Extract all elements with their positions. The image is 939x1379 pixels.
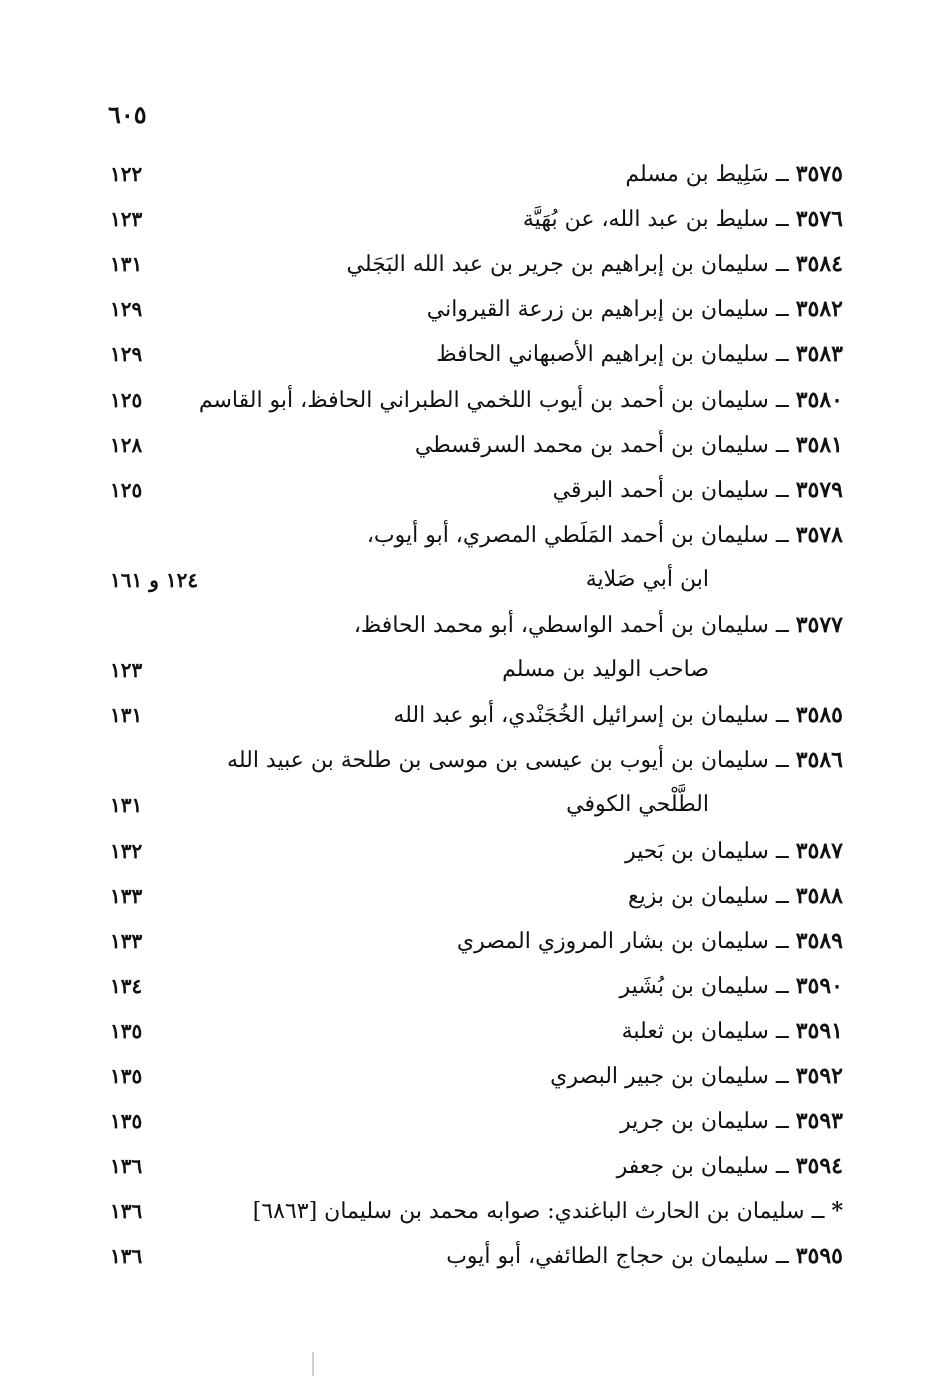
entry-text xyxy=(502,650,709,690)
entry-pages: ١٣٣ xyxy=(110,929,143,953)
entry-text xyxy=(457,921,843,962)
entry-pages: ١٢٣ xyxy=(110,207,143,231)
entry-name: سليمان بن أحمد البرقي xyxy=(552,478,769,503)
entry-text xyxy=(436,334,843,375)
entry-pages: ١٢٩ xyxy=(110,297,143,321)
entry-dash: ــ xyxy=(768,252,796,277)
entry-number: ٣٥٩٠ xyxy=(795,973,843,999)
entry-name: سليمان بن بزيع xyxy=(627,884,769,909)
entry-dash: ــ xyxy=(768,162,796,187)
entry-name: سليمان بن إسرائيل الخُجَنْدي، أبو عبد الله xyxy=(393,703,769,728)
entry-dash: ــ xyxy=(768,703,796,728)
entry-number: ٣٥٨٣ xyxy=(795,341,843,367)
index-entry xyxy=(0,515,939,555)
entry-text xyxy=(625,831,843,872)
entry-pages: ١٣٣ xyxy=(110,884,143,908)
entry-text xyxy=(553,470,843,511)
entry-number: ٣٥٨٠ xyxy=(795,387,843,413)
entry-dash: ــ xyxy=(768,388,796,413)
entry-pages: ١٣٦ xyxy=(110,1244,143,1268)
entry-name: سليمان بن إبراهيم بن زرعة القيرواني xyxy=(426,297,769,322)
entry-number: ٣٥٧٩ xyxy=(795,477,843,503)
entry-dash: ــ xyxy=(768,1244,796,1269)
entry-pages: ١٢٥ xyxy=(110,478,143,502)
index-entry xyxy=(0,380,939,420)
index-entry xyxy=(0,244,939,284)
entry-text xyxy=(347,244,844,285)
entry-text xyxy=(523,199,843,240)
entry-text xyxy=(586,560,709,600)
entry-number: ٣٥٧٧ xyxy=(795,612,843,638)
entry-dash: ــ xyxy=(768,929,796,954)
entry-number: ٣٥٨٨ xyxy=(795,883,843,909)
entry-pages: ١٣١ xyxy=(110,703,143,727)
entry-number: ٣٥٩١ xyxy=(795,1018,843,1044)
index-entry xyxy=(0,1101,939,1141)
entry-name: سَلِيط بن مسلم xyxy=(625,162,769,187)
index-entry xyxy=(0,876,939,916)
entry-text xyxy=(625,154,843,195)
entry-name: سليمان بن جعفر xyxy=(616,1154,769,1179)
entry-pages: ١٣٦ xyxy=(110,1199,143,1223)
entry-dash: ــ xyxy=(804,1199,832,1224)
entry-pages: ١٣١ xyxy=(110,793,143,817)
entry-dash: ــ xyxy=(768,1154,796,1179)
entry-dash: ــ xyxy=(768,613,796,638)
entry-number: ٣٥٩٥ xyxy=(795,1243,843,1269)
entry-name: سليمان بن أحمد الواسطي، أبو محمد الحافظ، xyxy=(353,613,769,638)
entry-dash: ــ xyxy=(768,207,796,232)
entry-pages: ١٣٥ xyxy=(110,1019,143,1043)
entry-name: سليمان بن بَحير xyxy=(624,839,769,864)
index-entry xyxy=(0,966,939,1006)
index-entry xyxy=(0,199,939,239)
entry-name: سليمان بن بشار المروزي المصري xyxy=(456,929,769,954)
entry-dash: ــ xyxy=(768,1109,796,1134)
index-entry xyxy=(0,1191,939,1231)
entry-name: سليمان بن إبراهيم بن جرير بن عبد الله البَجَلي xyxy=(346,252,769,277)
entry-number: ٣٥٧٦ xyxy=(795,206,843,232)
index-entry xyxy=(0,1236,939,1276)
entry-number: * xyxy=(831,1198,843,1224)
entry-dash: ــ xyxy=(768,342,796,367)
entry-pages: ١٢٩ xyxy=(110,342,143,366)
entry-dash: ــ xyxy=(768,433,796,458)
entry-name: سليمان بن بُشَير xyxy=(619,974,769,999)
index-entry xyxy=(0,921,939,961)
entry-text xyxy=(550,1056,843,1097)
entry-text xyxy=(446,1236,843,1277)
entry-name: الطَّلْحي الكوفي xyxy=(566,792,709,817)
entry-text xyxy=(622,1011,843,1052)
entry-text xyxy=(253,1191,843,1232)
entry-number: ٣٥٨٢ xyxy=(795,296,843,322)
entry-pages: ١٢٣ xyxy=(110,658,143,682)
entry-text xyxy=(199,380,843,421)
entry-dash: ــ xyxy=(768,974,796,999)
entry-pages: ١٣٥ xyxy=(110,1064,143,1088)
index-entry xyxy=(0,560,939,600)
entry-pages: ١٣١ xyxy=(110,252,143,276)
margin-mark xyxy=(312,1352,314,1376)
entry-name: سليمان بن إبراهيم الأصبهاني الحافظ xyxy=(436,342,769,367)
entry-dash: ــ xyxy=(768,839,796,864)
entry-dash: ــ xyxy=(768,523,796,548)
index-entry xyxy=(0,154,939,194)
entry-name: سليمان بن جبير البصري xyxy=(550,1064,769,1089)
entry-text xyxy=(628,876,843,917)
index-entry xyxy=(0,425,939,465)
page-number: ٦٠٥ xyxy=(108,100,147,129)
entry-number: ٣٥٨٩ xyxy=(795,928,843,954)
entry-name: سليمان بن أحمد بن أيوب اللخمي الطبراني الحافظ، أبو القاسم xyxy=(198,388,769,413)
entry-number: ٣٥٩٢ xyxy=(795,1063,843,1089)
entry-name: سليمان بن أحمد المَلَطي المصري، أبو أيوب، xyxy=(366,523,769,548)
entry-text xyxy=(227,740,843,781)
entry-name: سليط بن عبد الله، عن بُهَيَّة xyxy=(522,207,769,232)
entry-number: ٣٥٨٥ xyxy=(795,702,843,728)
index-entry xyxy=(0,650,939,690)
entry-pages: ١٣٥ xyxy=(110,1109,143,1133)
entry-text xyxy=(415,425,843,466)
entry-dash: ــ xyxy=(768,478,796,503)
entry-text xyxy=(367,515,843,556)
index-entry xyxy=(0,1056,939,1096)
entry-text xyxy=(566,785,709,825)
entry-pages: ١٣٢ xyxy=(110,839,143,863)
entry-pages: ١٣٦ xyxy=(110,1154,143,1178)
index-entry xyxy=(0,831,939,871)
index-entry xyxy=(0,695,939,735)
entry-dash: ــ xyxy=(768,884,796,909)
index-entry xyxy=(0,740,939,780)
entry-name: صاحب الوليد بن مسلم xyxy=(502,657,709,682)
entry-number: ٣٥٨٤ xyxy=(795,251,843,277)
index-entry xyxy=(0,785,939,825)
entry-number: ٣٥٩٤ xyxy=(795,1153,843,1179)
entry-name: سليمان بن حجاج الطائفي، أبو أيوب xyxy=(446,1244,769,1269)
entry-pages: ١٢٨ xyxy=(110,433,143,457)
entry-number: ٣٥٨٧ xyxy=(795,838,843,864)
entry-name: سليمان بن جرير xyxy=(620,1109,769,1134)
entry-dash: ــ xyxy=(768,748,796,773)
entry-text xyxy=(620,966,843,1007)
entry-name: سليمان بن ثعلبة xyxy=(621,1019,769,1044)
index-entry xyxy=(0,470,939,510)
entry-name: سليمان بن أحمد بن محمد السرقسطي xyxy=(414,433,769,458)
entry-text xyxy=(427,289,843,330)
entry-text xyxy=(393,695,843,736)
entry-pages: ١٢٢ xyxy=(110,162,143,186)
entry-name: ابن أبي صَلاية xyxy=(585,567,709,592)
index-entry xyxy=(0,605,939,645)
entry-name: سليمان بن الحارث الباغندي: صوابه محمد بن سليمان [٦٨٦٣] xyxy=(252,1199,805,1224)
index-entry xyxy=(0,289,939,329)
entry-pages: ١٢٥ xyxy=(110,388,143,412)
entry-name: سليمان بن أيوب بن عيسى بن موسى بن طلحة بن عبيد الله xyxy=(227,748,769,773)
entry-text xyxy=(354,605,843,646)
entry-number: ٣٥٨١ xyxy=(795,432,843,458)
entry-dash: ــ xyxy=(768,297,796,322)
entry-number: ٣٥٩٣ xyxy=(795,1108,843,1134)
entry-pages: ١٢٤ و ١٦١ xyxy=(110,568,199,592)
entry-number: ٣٥٨٦ xyxy=(795,747,843,773)
entry-dash: ــ xyxy=(768,1064,796,1089)
entry-text xyxy=(620,1101,843,1142)
entry-text xyxy=(617,1146,843,1187)
entry-number: ٣٥٧٨ xyxy=(795,522,843,548)
entry-pages: ١٣٤ xyxy=(110,974,143,998)
index-entry xyxy=(0,334,939,374)
entry-dash: ــ xyxy=(768,1019,796,1044)
index-entry xyxy=(0,1011,939,1051)
index-entry xyxy=(0,1146,939,1186)
entry-number: ٣٥٧٥ xyxy=(795,161,843,187)
